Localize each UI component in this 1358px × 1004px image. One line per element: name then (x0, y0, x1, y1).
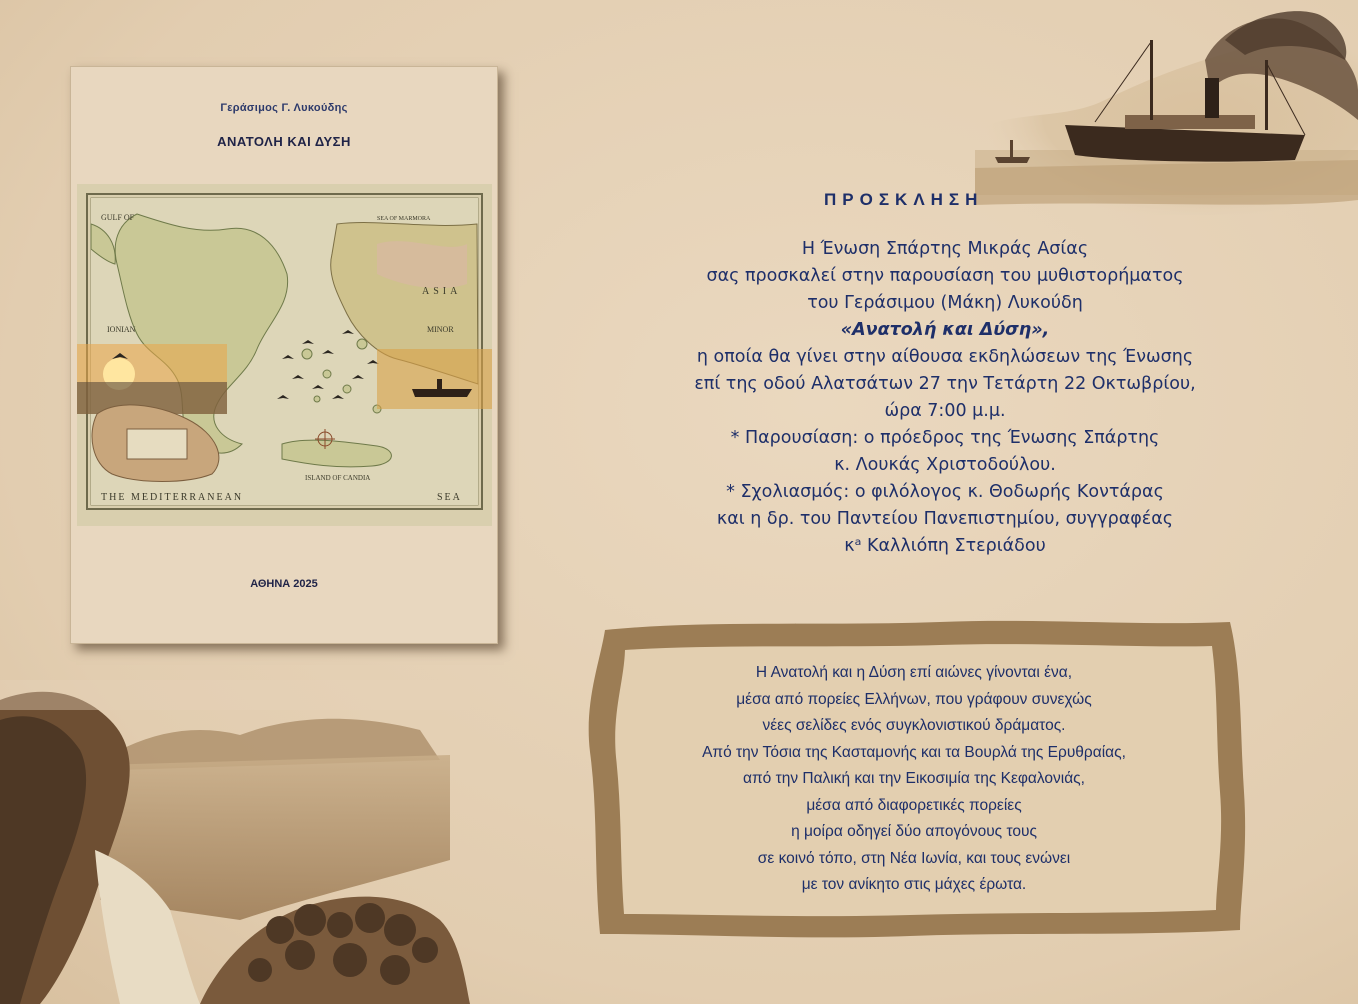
invitation-line: επί της οδού Αλατσάτων 27 την Τετάρτη 22 Οκτωβρίου, (694, 374, 1196, 394)
synopsis-line: σε κοινό τόπο, στη Νέα Ιωνία, και τους ενώνει (757, 849, 1071, 867)
map-label-ionian: IONIAN (107, 325, 136, 334)
map-label-marmora: SEA OF MARMORA (377, 216, 431, 222)
book-title: ΑΝΑΤΟΛΗ ΚΑΙ ΔΥΣΗ (217, 134, 351, 149)
invitation-line: κ. Λουκάς Χριστοδούλου. (834, 455, 1056, 475)
book-cover (70, 66, 498, 644)
map-label-minor: MINOR (427, 325, 454, 334)
synopsis-line: με τον ανίκητο στις μάχες έρωτα. (801, 876, 1027, 893)
invitation-line: * Σχολιασμός: ο φιλόλογος κ. Θοδωρής Κοντάρας (726, 482, 1164, 502)
map-label-gulf: GULF OF (101, 213, 135, 222)
map-label-asia: ASIA (422, 286, 462, 297)
steamship-photo (975, 0, 1358, 215)
map-label-candia: ISLAND OF CANDIA (305, 474, 371, 482)
invitation-line: σας προσκαλεί στην παρουσίαση του μυθιστορήματος (706, 266, 1184, 286)
synopsis-text (580, 660, 1248, 899)
synopsis-frame (580, 612, 1248, 942)
map-label-sea: SEA (437, 492, 462, 503)
synopsis-line: Από την Τόσια της Κασταμονής και τα Βουρλά της Ερυθραίας, (702, 743, 1126, 761)
invitation-line: Η Ένωση Σπάρτης Μικράς Ασίας (801, 239, 1089, 259)
invitation-line: κᵃ Καλλιόπη Στεριάδου (844, 536, 1046, 556)
map-label-mediterranean: THE MEDITERRANEAN (101, 492, 244, 503)
synopsis-line: από την Παλική και την Εικοσιμία της Κεφαλονιάς, (743, 770, 1085, 787)
novel-title: «Ανατολή και Δύση», (840, 320, 1050, 340)
synopsis-line: μέσα από πορείες Ελλήνων, που γράφουν συνεχώς (736, 690, 1092, 708)
invitation-line: η οποία θα γίνει στην αίθουσα εκδηλώσεων της Ένωσης (696, 347, 1194, 367)
invitation-time: ώρα 7:00 μ.μ. (884, 401, 1006, 421)
synopsis-line: μέσα από διαφορετικές πορείες (806, 796, 1022, 814)
invitation-line: του Γεράσιμου (Μάκη) Λυκούδη (807, 293, 1083, 313)
invitation-line: και η δρ. του Παντείου Πανεπιστημίου, συγγραφέας (716, 509, 1174, 529)
synopsis-line: νέες σελίδες ενός συγκλονιστικού δράματος. (762, 717, 1066, 734)
book-place-year: ΑΘΗΝΑ 2025 (250, 578, 318, 590)
invitation-body (560, 236, 1330, 560)
synopsis-line: η μοίρα οδηγεί δύο απογόνους τους (791, 823, 1037, 840)
synopsis-line: Η Ανατολή και η Δύση επί αιώνες γίνονται ένα, (755, 664, 1073, 681)
coastal-landscape-photo (0, 680, 470, 1004)
map-illustration (77, 184, 492, 526)
book-author: Γεράσιμος Γ. Λυκούδης (220, 102, 348, 114)
invitation-heading: ΠΡΟΣΚΛΗΣΗ (824, 190, 984, 209)
invitation-line: * Παρουσίαση: ο πρόεδρος της Ένωσης Σπάρτης (730, 428, 1160, 448)
